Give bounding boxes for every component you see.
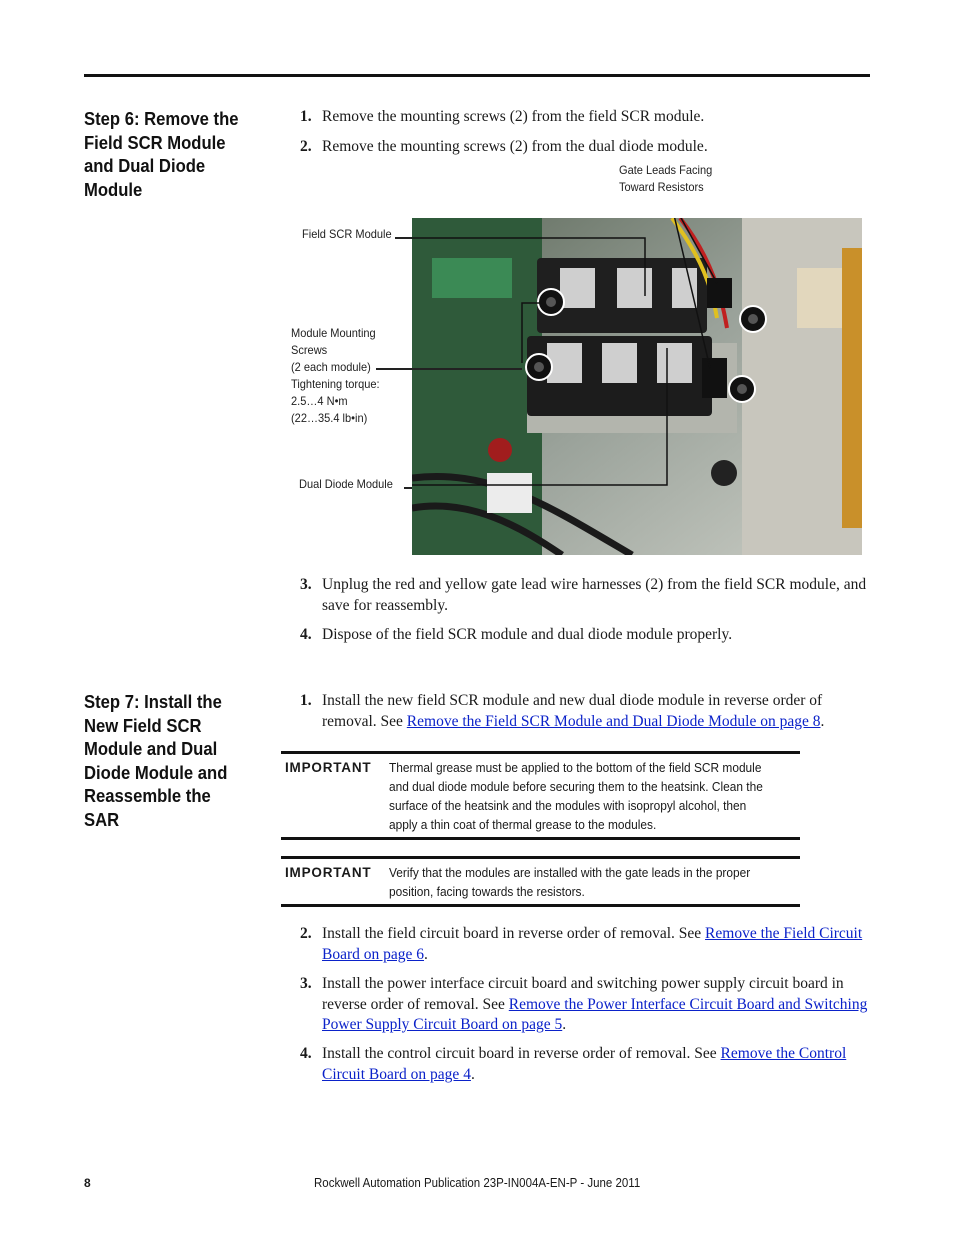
callout-line: (2 each module)	[291, 360, 371, 374]
callout-line: 2.5…4 N•m	[291, 394, 348, 408]
step7-item-3	[300, 974, 870, 1036]
item-number: 4.	[300, 1045, 312, 1062]
important-text: Thermal grease must be applied to the bottom of the field SCR module and dual diode module before securing them to the heatsink. Clean the surface of the heatsink and the modules with isopropyl alcohol, then apply a thin coat of thermal grease to the modules.	[389, 760, 763, 832]
item-number: 2.	[300, 138, 312, 155]
item-text-part: .	[820, 712, 825, 730]
link-remove-control-board[interactable]: Remove the Control Circuit Board on page 4	[322, 1045, 847, 1083]
step6-heading-line: and Dual Diode	[84, 155, 206, 176]
callout-gate-leads	[619, 162, 712, 196]
item-text: Dispose of the field SCR module and dual diode module properly.	[322, 626, 733, 643]
step6-heading-line: Step 6: Remove the	[84, 108, 239, 129]
link-remove-field-board[interactable]: Remove the Field Circuit Board on page 6	[322, 925, 863, 963]
module-photo-illustration	[412, 218, 862, 555]
callout-dual-diode: Dual Diode Module	[299, 477, 393, 491]
link-remove-scr-diode[interactable]: Remove the Field SCR Module and Dual Diode Module on page 8	[406, 712, 821, 730]
item-text	[322, 691, 870, 732]
step7-heading-line: Reassemble the	[84, 785, 211, 806]
header-rule	[84, 74, 870, 77]
callout-line: Tightening torque:	[291, 377, 380, 391]
callout-field-scr: Field SCR Module	[302, 227, 392, 241]
step7-heading-line: Step 7: Install the	[84, 691, 222, 712]
callout-line: Screws	[291, 343, 328, 357]
item-text: Remove the mounting screws (2) from the dual diode module.	[322, 138, 708, 155]
item-text: Remove the mounting screws (2) from the field SCR module.	[322, 108, 705, 125]
step6-heading-line: Module	[84, 178, 143, 200]
step7-heading-line: SAR	[84, 808, 120, 830]
step6-item-1	[300, 107, 870, 128]
item-text-part: Install the field circuit board in reverse order of removal. See	[322, 925, 706, 942]
important-box-thermal-grease	[281, 751, 800, 840]
step6-heading-line: Field SCR Module	[84, 131, 226, 153]
item-text-part: .	[424, 945, 428, 963]
step6-heading	[84, 107, 239, 201]
leader-line	[376, 368, 522, 370]
link-remove-power-interface-board[interactable]: Remove the Power Interface Circuit Board and Switching Power Supply Circuit Board on page 5	[322, 995, 868, 1033]
item-text-part: Install the new field SCR module and new dual diode module in reverse order of removal. See	[322, 692, 823, 730]
item-text	[322, 1044, 870, 1085]
important-label: IMPORTANT	[285, 865, 372, 880]
item-number: 1.	[300, 108, 312, 125]
step7-heading	[84, 690, 227, 831]
callout-mounting-screws	[291, 325, 380, 427]
item-number: 3.	[300, 975, 312, 992]
item-text: Unplug the red and yellow gate lead wire harnesses (2) from the field SCR module, and save for reassembly.	[322, 576, 867, 614]
item-text-part: Install the power interface circuit board and switching power supply circuit board in reverse order of removal. See	[322, 975, 844, 1013]
callout-line: Gate Leads Facing	[619, 163, 713, 177]
item-text-part: .	[470, 1065, 475, 1083]
item-text	[322, 924, 870, 965]
leader-line	[395, 237, 412, 239]
step7-item-2	[300, 924, 870, 965]
item-number: 2.	[300, 925, 312, 942]
item-text	[322, 974, 870, 1036]
leader-line	[404, 487, 412, 489]
item-number: 4.	[300, 626, 312, 643]
step6-item-4	[300, 625, 870, 646]
important-box-gate-leads	[281, 856, 800, 907]
item-text-part: .	[562, 1016, 567, 1033]
item-number: 1.	[300, 692, 312, 709]
callout-line: (22…35.4 lb•in)	[291, 411, 368, 425]
item-number: 3.	[300, 576, 312, 593]
page-number: 8	[84, 1176, 91, 1190]
step7-item-1	[300, 691, 870, 732]
callout-line: Toward Resistors	[619, 180, 704, 194]
important-text: Verify that the modules are installed with the gate leads in the proper position, facing towards the resistors.	[389, 865, 751, 899]
important-label: IMPORTANT	[285, 760, 372, 775]
publication-footer: Rockwell Automation Publication 23P-IN004A-EN-P - June 2011	[314, 1176, 641, 1190]
step7-heading-line: Module and Dual	[84, 738, 218, 759]
step7-heading-line: Diode Module and	[84, 761, 228, 783]
step6-item-2	[300, 137, 870, 158]
item-text-part: Install the control circuit board in reverse order of removal. See	[322, 1045, 721, 1062]
step6-item-3	[300, 575, 870, 616]
step7-heading-line: New Field SCR	[84, 714, 202, 736]
module-photo	[412, 218, 862, 555]
callout-line: Module Mounting	[291, 326, 376, 340]
step7-item-4	[300, 1044, 870, 1085]
